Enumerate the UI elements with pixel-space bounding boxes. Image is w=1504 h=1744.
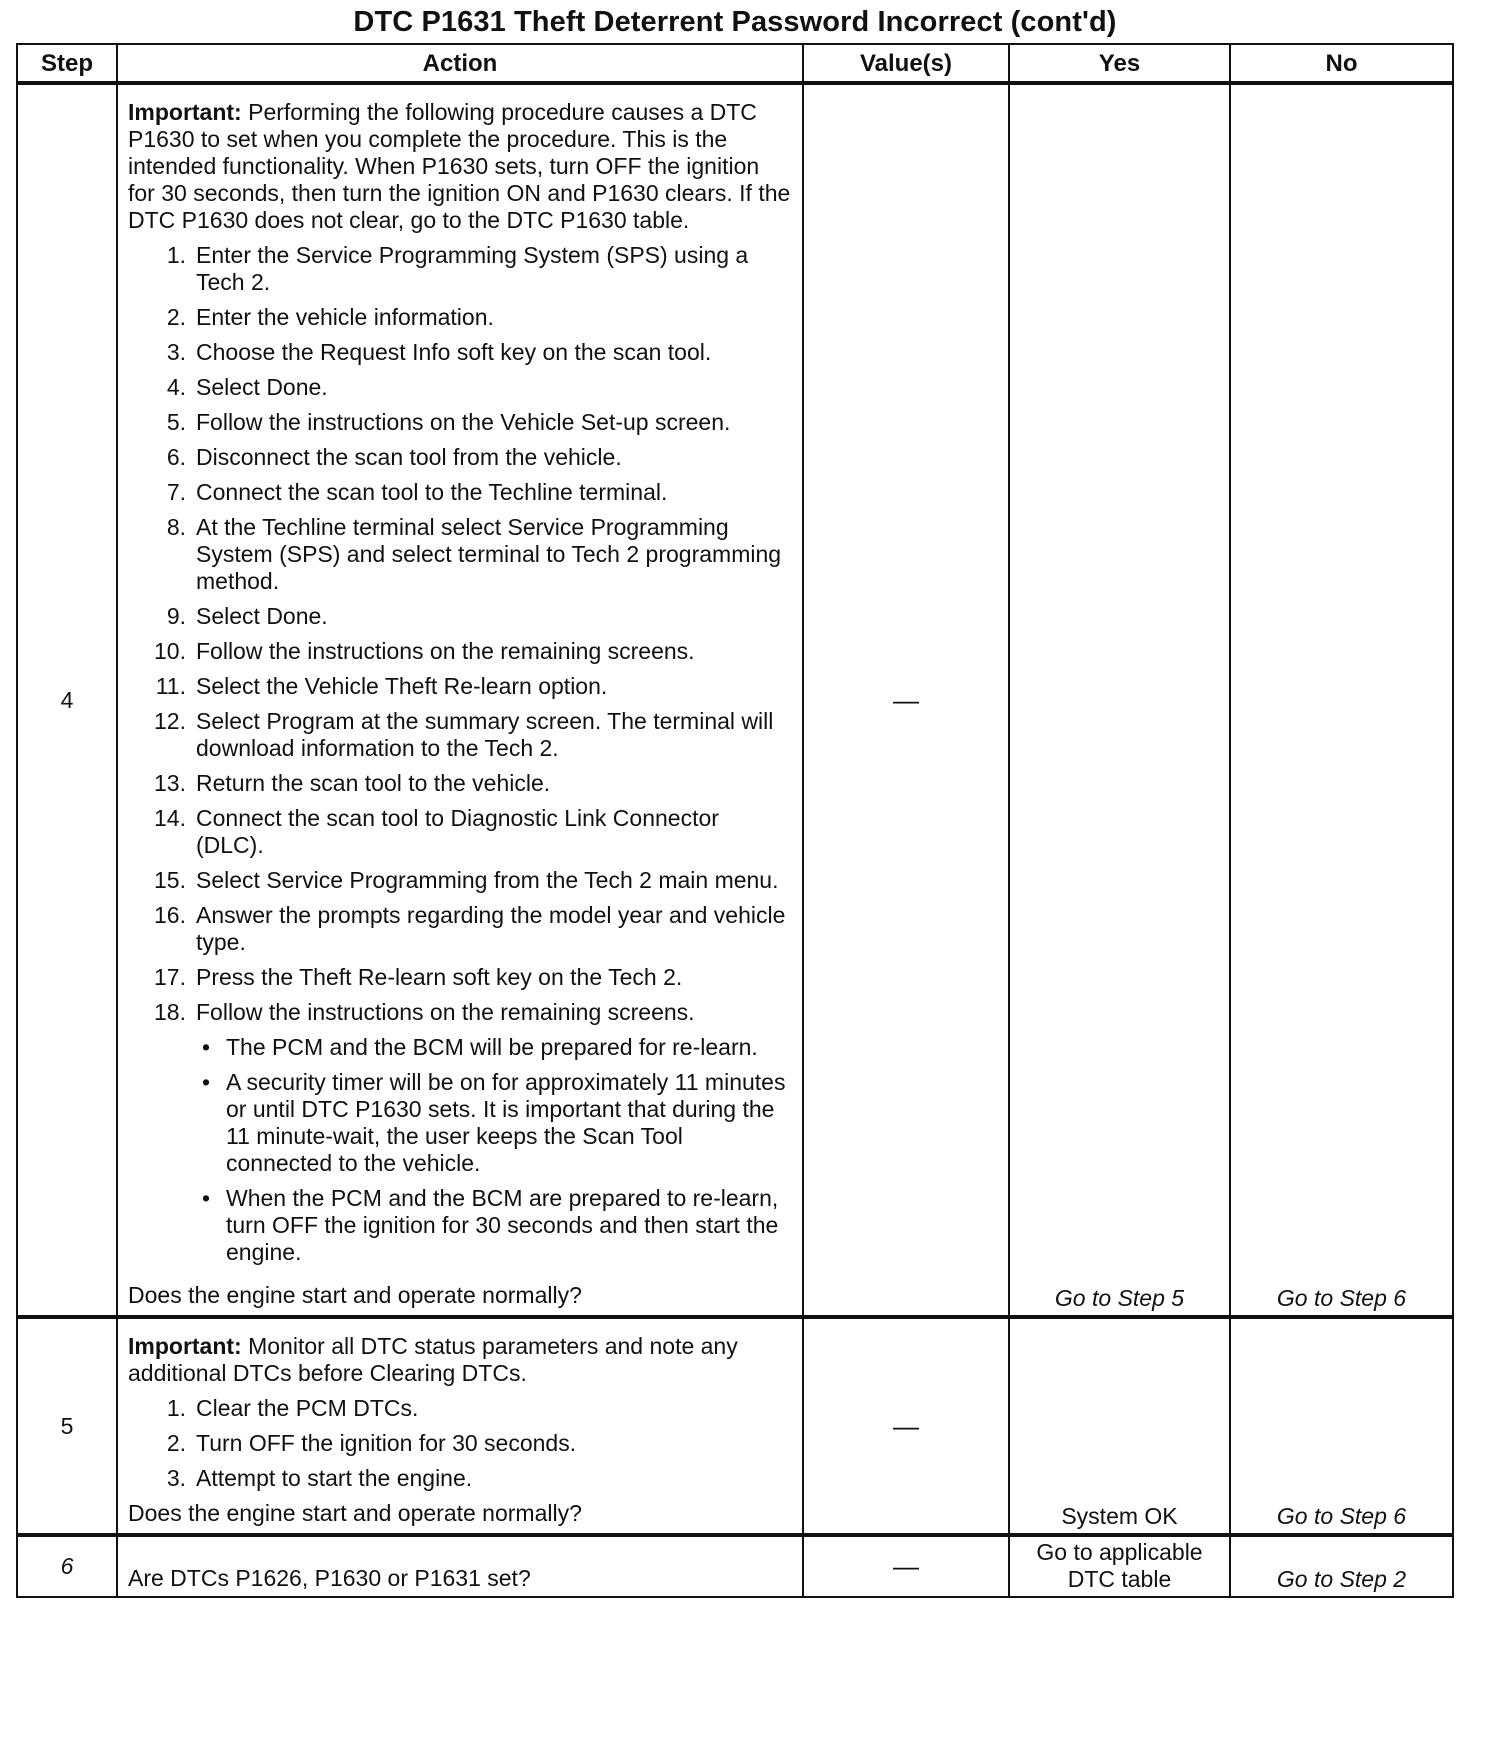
list-item: 14. Connect the scan tool to Diagnostic Link Connector (DLC). — [154, 805, 719, 858]
important-label: Important: — [128, 1333, 242, 1359]
list-item: 1. Clear the PCM DTCs. — [166, 1395, 419, 1421]
step-number: 5 — [17, 1317, 117, 1535]
no-cell: Go to Step 6 — [1230, 1317, 1453, 1535]
yes-cell: Go to applicable DTC table — [1009, 1535, 1230, 1597]
list-item: 3. Choose the Request Info soft key on the scan tool. — [166, 339, 712, 365]
header-yes: Yes — [1009, 44, 1230, 83]
list-item: 11. Select the Vehicle Theft Re-learn option. — [155, 673, 608, 699]
list-item: 10. Follow the instructions on the remaining screens. — [154, 638, 695, 664]
list-item: 12. Select Program at the summary screen. The terminal will download information to the Tech 2. — [154, 708, 774, 761]
question-text: Does the engine start and operate normally? — [128, 1282, 582, 1308]
important-text: Performing the following procedure causes a DTC P1630 to set when you complete the procedure. This is the intended functionality. When P1630 sets, turn OFF the ignition for 30 seconds, then turn the ignition ON and P1630 clears. If the DTC P1630 does not clear, go to the DTC P1630 table. — [128, 99, 791, 233]
important-note — [128, 99, 792, 234]
sub-bullets — [196, 1034, 792, 1266]
list-item: 1. Enter the Service Programming System (SPS) using a Tech 2. — [166, 242, 749, 295]
yes-cell: System OK — [1009, 1317, 1230, 1535]
question-text: Are DTCs P1626, P1630 or P1631 set? — [128, 1565, 531, 1591]
table-row-step-5 — [17, 1317, 1453, 1535]
list-item: 15. Select Service Programming from the Tech 2 main menu. — [154, 867, 779, 893]
list-item: 13. Return the scan tool to the vehicle. — [154, 770, 551, 796]
no-cell: Go to Step 2 — [1230, 1535, 1453, 1597]
list-item: 9. Select Done. — [166, 603, 328, 629]
question-text: Does the engine start and operate normally? — [128, 1500, 582, 1526]
header-no: No — [1230, 44, 1453, 83]
bullet-item: • A security timer will be on for approximately 11 minutes or until DTC P1630 sets. It is important that during the 11 minute-wait, the user keeps the Scan Tool connected to the vehicle. — [202, 1069, 786, 1176]
page-title: DTC P1631 Theft Deterrent Password Incorrect (cont'd) — [353, 6, 1117, 38]
action-cell — [117, 1317, 803, 1535]
list-item: 6. Disconnect the scan tool from the vehicle. — [166, 444, 622, 470]
table-row-step-4 — [17, 83, 1453, 1317]
table-row-step-6 — [17, 1535, 1453, 1597]
bullet-item: • The PCM and the BCM will be prepared for re-learn. — [202, 1034, 758, 1060]
list-item: 2. Turn OFF the ignition for 30 seconds. — [166, 1430, 577, 1456]
bullet-item: • When the PCM and the BCM are prepared to re-learn, turn OFF the ignition for 30 seconds and then start the engine. — [202, 1185, 779, 1265]
no-cell: Go to Step 6 — [1230, 83, 1453, 1317]
list-item: 17. Press the Theft Re-learn soft key on the Tech 2. — [154, 964, 683, 990]
important-label: Important: — [128, 99, 242, 125]
procedure-steps — [128, 242, 792, 1274]
list-item: 8. At the Techline terminal select Service Programming System (SPS) and select terminal to Tech 2 programming method. — [166, 514, 782, 594]
list-item: 5. Follow the instructions on the Vehicle Set-up screen. — [166, 409, 731, 435]
list-item: 16. Answer the prompts regarding the model year and vehicle type. — [154, 902, 786, 955]
value-cell: — — [803, 1535, 1009, 1597]
list-item: 7. Connect the scan tool to the Techline terminal. — [166, 479, 668, 505]
important-text: Monitor all DTC status parameters and note any additional DTCs before Clearing DTCs. — [128, 1333, 738, 1386]
yes-cell: Go to Step 5 — [1009, 83, 1230, 1317]
value-cell: — — [803, 1317, 1009, 1535]
value-cell: — — [803, 83, 1009, 1317]
action-cell — [117, 83, 803, 1317]
header-step: Step — [17, 44, 117, 83]
header-row — [17, 44, 1453, 83]
important-note — [128, 1333, 792, 1387]
header-action: Action — [117, 44, 803, 83]
diagnostic-table — [16, 43, 1454, 1598]
list-item: 2. Enter the vehicle information. — [166, 304, 494, 330]
step-number: 6 — [17, 1535, 117, 1597]
header-values: Value(s) — [803, 44, 1009, 83]
procedure-steps — [128, 1395, 792, 1492]
list-item: 3. Attempt to start the engine. — [166, 1465, 473, 1491]
list-item: 18. Follow the instructions on the remaining screens. • The PCM and the BCM will be prepared for re-learn. • A security timer will be on for approximately 11 minutes or until DTC P1630 sets. It is important that during the 11 minute-wait, the user keeps the Scan Tool connected to the vehicle. • When the PCM and the BCM are prepared to re-learn, turn OFF the ignition for 30 seconds and then start the engine. — [128, 999, 792, 1274]
list-item: 4. Select Done. — [166, 374, 328, 400]
action-cell — [117, 1535, 803, 1597]
step-number: 4 — [17, 83, 117, 1317]
